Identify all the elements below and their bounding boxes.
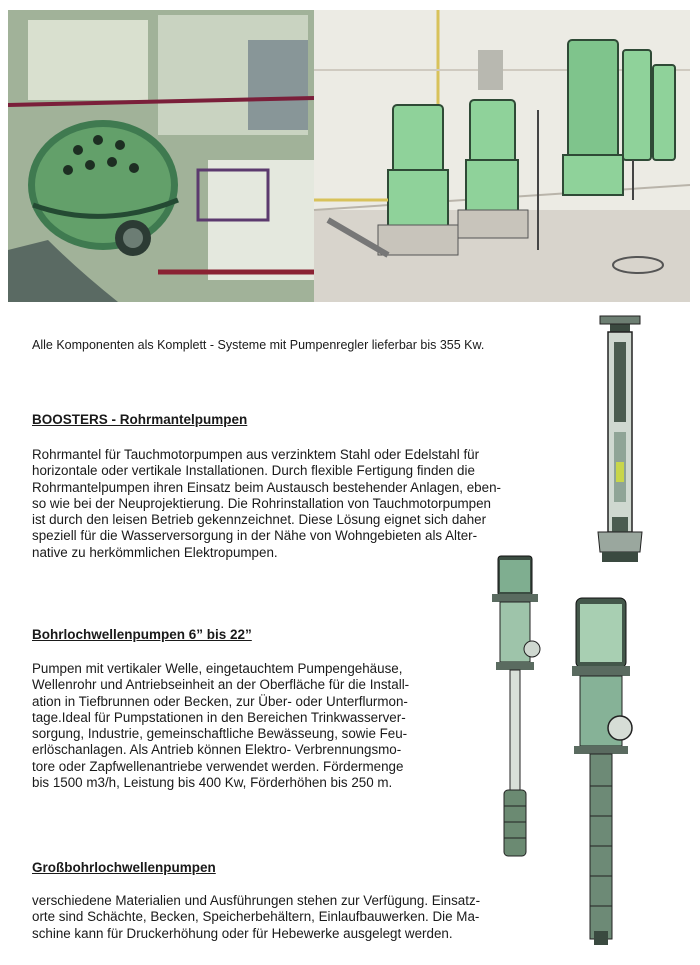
text-line: tage.Ideal für Pumpstationen in den Bereichen Trinkwasserver- (32, 709, 406, 725)
section-heading-boosters: BOOSTERS - Rohrmantelpumpen (32, 412, 248, 427)
section-text-boosters (32, 447, 501, 561)
intro-text: Alle Komponenten als Komplett - Systeme mit Pumpenregler lieferbar bis 355 Kw. (32, 338, 485, 352)
text-line: native zu herkömmlichen Elektropumpen. (32, 544, 278, 560)
text-line: tore oder Zapfwellenantriebe verwendet werden. Fördermenge (32, 758, 404, 774)
text-line: orte sind Schächte, Becken, Speicherbehältern, Einlaufbauwerken. Die Ma- (32, 909, 480, 925)
text-line: Rohrmantel für Tauchmotorpumpen aus verzinktem Stahl oder Edelstahl für (32, 447, 480, 462)
text-line: verschiedene Materialien und Ausführungen stehen zur Verfügung. Einsatz- (32, 893, 481, 908)
section-text-gross (32, 893, 480, 942)
text-line: Wellenrohr und Antriebseinheit an der Oberfläche für die Install- (32, 677, 410, 693)
text-line: ation in Tiefbrunnen oder Becken, zur Über- oder Unterflurmon- (32, 693, 408, 709)
worker-helmet-image (8, 10, 314, 302)
booster-pump-image (592, 312, 648, 568)
section-heading-gross: Großbohrlochwellenpumpen (32, 860, 216, 875)
text-line: speziell für die Wasserversorgung in der Nähe von Wohngebieten als Alter- (32, 528, 478, 544)
text-line: ist durch den leisen Betrieb gekennzeichnet. Diese Lösung eignet sich daher (32, 512, 487, 528)
header-banner (8, 10, 690, 302)
text-line: horizontale oder vertikale Installationen. Durch flexible Fertigung finden die (32, 463, 475, 479)
section-heading-bohrloch: Bohrlochwellenpumpen 6” bis 22” (32, 627, 252, 642)
section-text-bohrloch (32, 661, 409, 791)
text-line: so wie bei der Neuprojektierung. Die Rohrinstallation von Tauchmotorpumpen (32, 495, 492, 511)
text-line: Rohrmantelpumpen ihren Einsatz beim Austausch bestehender Anlagen, eben- (32, 479, 501, 495)
text-line: schine kann für Druckerhöhung oder für Hebewerke ausgelegt werden. (32, 925, 453, 941)
text-line: erlöschanlagen. Als Antrieb können Elektro- Verbrennungsmo- (32, 742, 402, 758)
text-line: bis 1500 m3/h, Leistung bis 400 Kw, Förderhöhen bis 250 m. (32, 775, 393, 791)
large-shaft-pump-image (564, 596, 640, 948)
text-line: sorgung, Industrie, gemeinschaftliche Bewässeung, sowie Feu- (32, 726, 408, 742)
text-line: Pumpen mit vertikaler Welle, eingetauchtem Pumpengehäuse, (32, 661, 403, 676)
pump-station-image (314, 10, 690, 302)
shaft-pump-image (486, 554, 542, 860)
